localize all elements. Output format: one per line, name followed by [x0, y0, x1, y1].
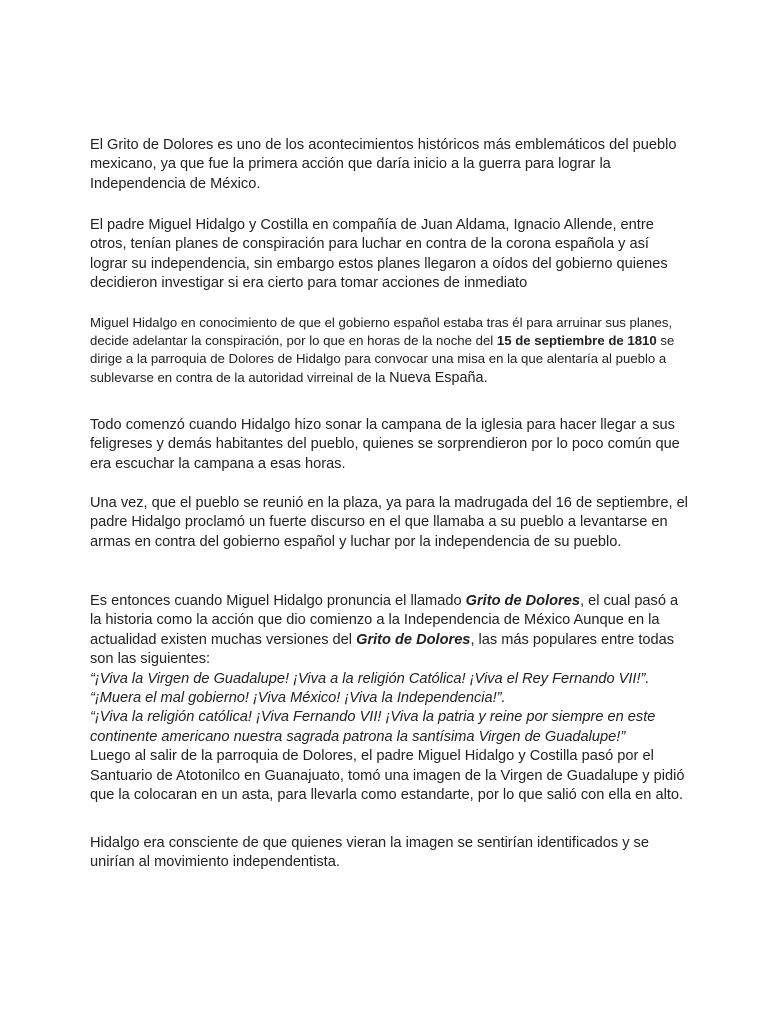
grito-text-1: Es entonces cuando Miguel Hidalgo pronuncia el llamado: [90, 593, 466, 609]
paragraph-date: [90, 314, 690, 387]
paragraph-bell: Todo comenzó cuando Hidalgo hizo sonar la campana de la iglesia para hacer llegar a sus feligreses y demás habitantes del pueblo, quienes se sorprendieron por lo poco común que era escuchar la campana a esas horas.: [90, 417, 680, 472]
grito-term-2: Grito de Dolores: [356, 631, 471, 648]
paragraph-conspiracy: El padre Miguel Hidalgo y Costilla en compañía de Juan Aldama, Ignacio Allende, entre otros, tenían planes de conspiración para luchar en contra de la corona española y así lograr su independencia, sin embargo estos planes llegaron a oídos del gobierno quienes decidieron investigar si era cierto para tomar acciones de inmediato: [90, 217, 668, 292]
paragraph-plaza: Una vez, que el pueblo se reunió en la plaza, ya para la madrugada del 16 de septiembre, el padre Hidalgo proclamó un fuerte discurso en el que llamaba a su pueblo a levantarse en armas en contra del gobierno español y luchar por la independencia de su pueblo.: [90, 495, 688, 550]
date-highlight: 15 de septiembre de 1810: [496, 333, 657, 349]
grito-term-1: Grito de Dolores: [465, 593, 580, 609]
grito-quote-3: “¡Viva la religión católica! ¡Viva Fernando VII! ¡Viva la patria y reine por siempre en este continente americano nuestra sagrada patrona la santísima Virgen de Guadalupe!”: [90, 709, 656, 745]
grito-quote-1: “¡Viva la Virgen de Guadalupe! ¡Viva a la religión Católica! ¡Viva el Rey Fernando VII!”.: [90, 670, 650, 687]
grito-quote-2: “¡Muera el mal gobierno! ¡Viva México! ¡Viva la Independencia!”.: [90, 690, 506, 707]
paragraph-closing: Hidalgo era consciente de que quienes vieran la imagen se sentirían identificados y se unirían al movimiento independentista.: [90, 835, 649, 871]
paragraph-intro: El Grito de Dolores es uno de los acontecimientos históricos más emblemáticos del pueblo mexicano, ya que fue la primera acción que daría inicio a la guerra para lograr la Independencia de México.: [90, 137, 677, 192]
grito-text-4: Luego al salir de la parroquia de Dolores, el padre Miguel Hidalgo y Costilla pasó por el Santuario de Atotonilco en Guanajuato, tomó una imagen de la Virgen de Guadalupe y pidió que la colocaran en un asta, para llevarla como estandarte, por lo que salió con ella en alto.: [90, 748, 685, 804]
grito-text-2: , el cual pasó a la historia como la acción que dio comienzo a la Independencia de México Aunque en la actualidad existen muchas versiones del: [90, 593, 679, 648]
paragraph-date-tail: Nueva España.: [389, 369, 488, 386]
grito-text-3: , las más populares entre todas son las siguientes:: [90, 631, 675, 668]
paragraph-date-text-before: Miguel Hidalgo en conocimiento de que el gobierno español estaba tras él para arruinar sus planes, decide adelantar la conspiración, por lo que en horas de la noche del: [90, 315, 673, 349]
paragraph-grito: [90, 592, 690, 805]
paragraph-date-text-after: se dirige a la parroquia de Dolores de Hidalgo para convocar una misa en la que alentaría al pueblo a sublevarse en contra de la autoridad virreinal de la: [90, 333, 675, 385]
